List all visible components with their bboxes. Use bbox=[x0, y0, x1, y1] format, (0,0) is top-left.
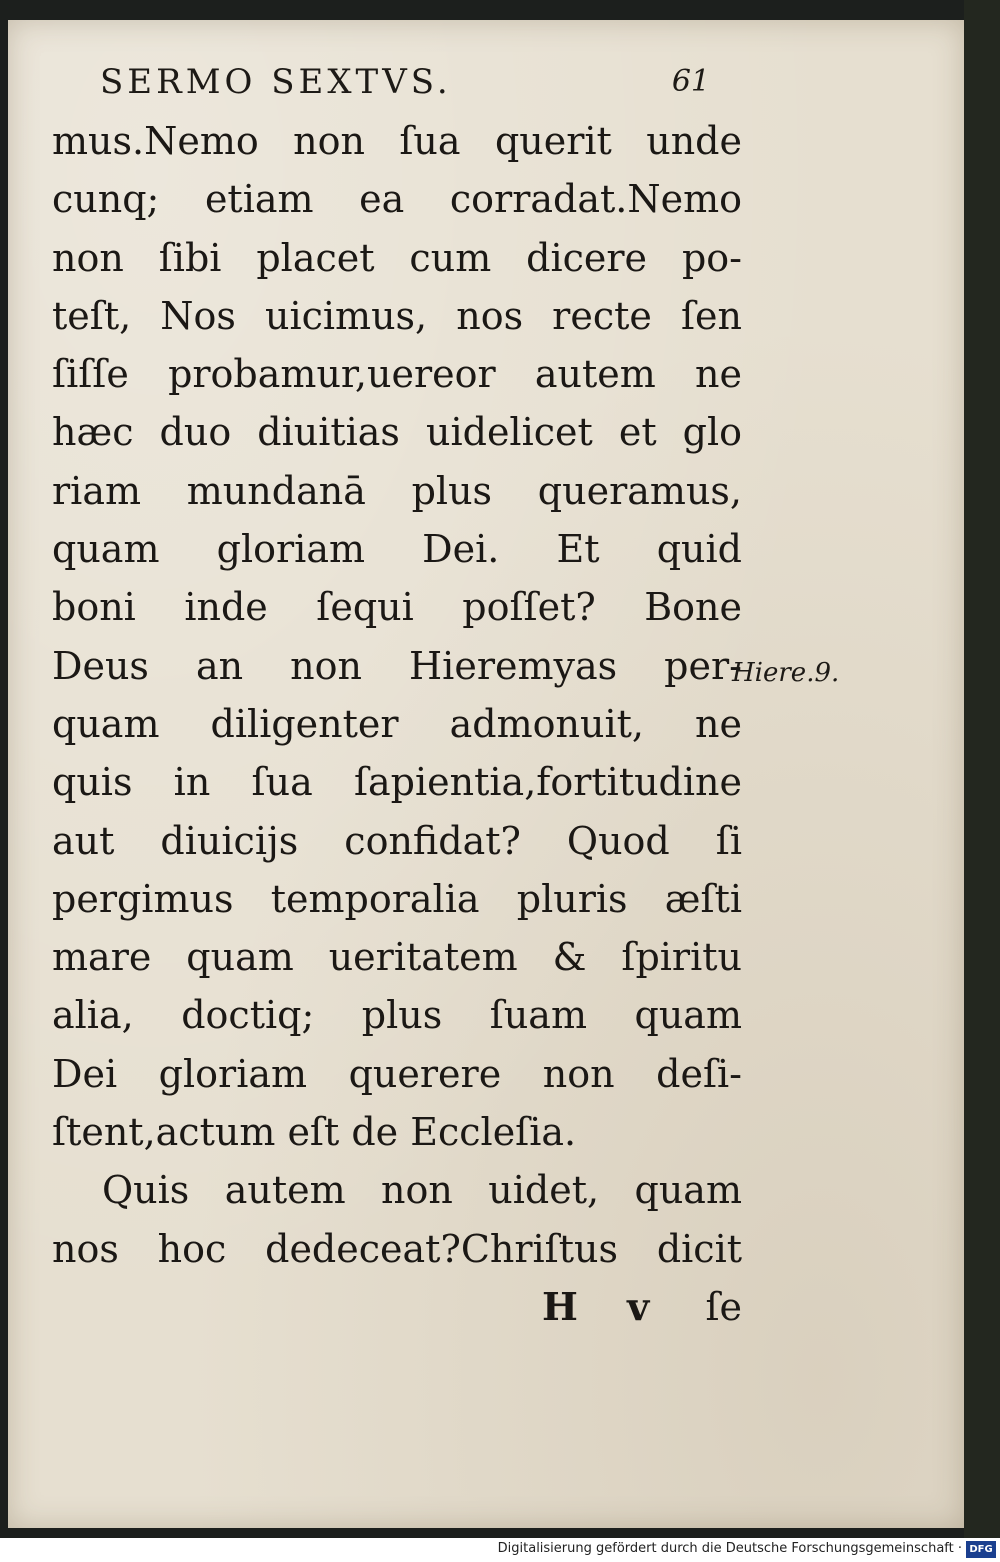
text-line: ſtent,actum eſt de Eccleſia. bbox=[52, 1110, 577, 1155]
text-line: quis in ſua ſapientia,fortitudine bbox=[52, 760, 742, 805]
text-line: quam gloriam Dei. Et quid bbox=[52, 527, 742, 572]
scanner-edge bbox=[964, 0, 1000, 1540]
page-header bbox=[100, 62, 710, 106]
body-text bbox=[52, 112, 742, 1336]
text-line: quam diligenter admonuit, ne bbox=[52, 701, 742, 746]
text-line: Dei gloriam querere non deſi- bbox=[52, 1051, 742, 1096]
text-line: pergimus temporalia pluris æſti bbox=[52, 876, 742, 921]
footer-bar bbox=[0, 1538, 1000, 1562]
direction-line bbox=[52, 1278, 742, 1336]
running-head: SERMO SEXTVS. bbox=[100, 62, 452, 102]
text-line: Quis autem non uidet, quam bbox=[102, 1168, 742, 1213]
signature-mark: H v bbox=[542, 1283, 668, 1329]
text-line: ſiſſe probamur,uereor autem ne bbox=[52, 352, 742, 397]
text-line: alia, doctiq; plus ſuam quam bbox=[52, 993, 742, 1038]
text-line: riam mundanā plus queramus, bbox=[52, 468, 742, 513]
page-number: 61 bbox=[671, 64, 710, 99]
funding-credit: Digitalisierung gefördert durch die Deutsche Forschungsgemeinschaft · bbox=[497, 1541, 962, 1556]
text-line: nos hoc dedeceat?Chriſtus dicit bbox=[52, 1226, 742, 1271]
text-line: teſt, Nos uicimus, nos recte ſen bbox=[52, 293, 742, 338]
text-line: Deus an non Hieremyas per- bbox=[52, 643, 742, 688]
text-line: cunq; etiam ea corradat.Nemo bbox=[52, 177, 742, 222]
dfg-logo: DFG bbox=[966, 1541, 996, 1558]
text-line: hæc duo diuitias uidelicet et glo bbox=[52, 410, 742, 455]
catchword: ſe bbox=[705, 1284, 742, 1329]
text-line: mare quam ueritatem & ſpiritu bbox=[52, 935, 742, 980]
text-line: mus.Nemo non ſua querit unde bbox=[52, 119, 742, 163]
marginal-note: Hiere.9. bbox=[732, 658, 840, 688]
text-line: boni inde ſequi poſſet? Bone bbox=[52, 585, 742, 630]
text-line: aut diuicijs confidat? Quod ſi bbox=[52, 818, 742, 863]
text-line: non ſibi placet cum dicere po- bbox=[52, 235, 742, 280]
